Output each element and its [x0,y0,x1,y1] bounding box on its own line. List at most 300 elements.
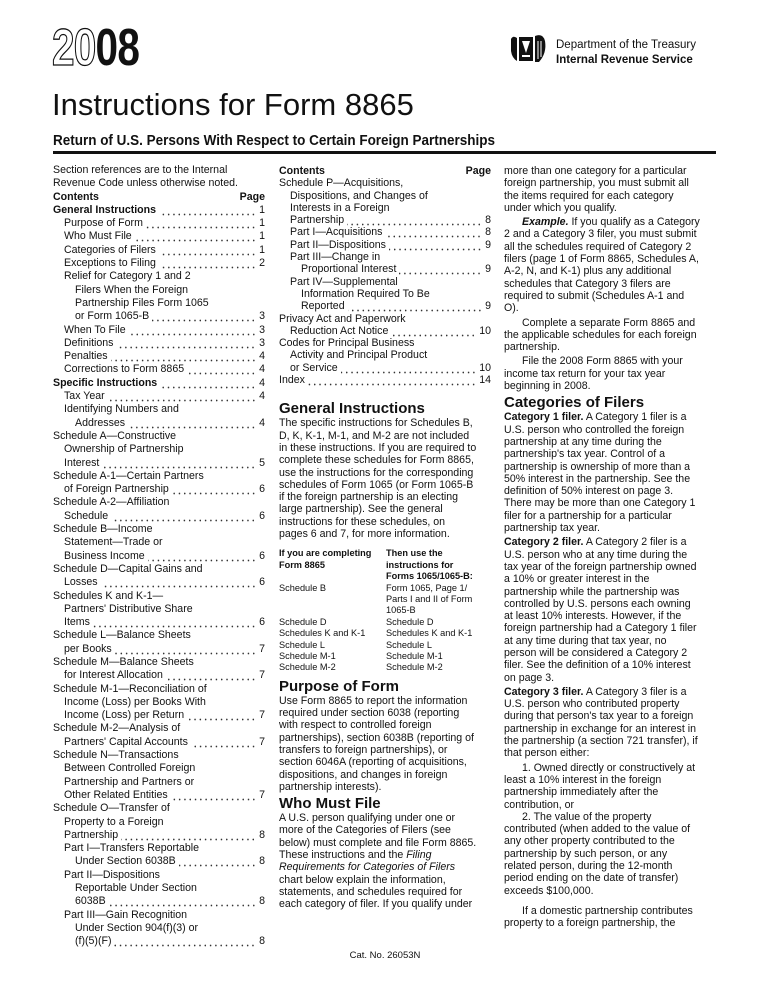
dept-line: Department of the Treasury [556,39,696,51]
cell-line: Parts I and II of Form [386,593,473,604]
toc-page-number: 6 [259,616,265,629]
dot-leader [121,829,256,842]
toc-entry[interactable] [53,563,265,590]
toc-entry[interactable] [53,909,265,949]
text-line [279,849,491,861]
toc-line [53,683,265,696]
text-line: large partnership). See the general [279,503,443,516]
text-line: 1. Owned directly or constructively at [522,761,696,774]
text-line: in these instructions. If you are required to [279,441,477,454]
text-run: Category 2 filer. [504,536,584,549]
toc-entry[interactable] [53,590,265,630]
header-line: instructions for [386,559,454,570]
toc-line [53,643,265,656]
toc-line [53,470,265,483]
text-line [504,536,716,548]
text-line [279,861,491,873]
toc-page-number: 4 [259,390,265,403]
toc-entry-title: Partnership [64,828,119,841]
toc-line [53,496,265,509]
toc-page-number: 8 [259,828,265,841]
text-line: that person either: [504,747,590,760]
toc-entry-title: Schedule P—Acquisitions, [279,177,404,190]
toc-entry[interactable] [53,683,265,723]
text-line: foreign partnership, you must submit all [504,177,689,190]
table-header-row [279,548,473,582]
toc-entry-title: Privacy Act and Paperwork [279,312,406,325]
toc-line [53,789,265,802]
toc-entry-title: Filers When the Foreign [75,283,189,296]
toc-entry-title: Partners' Capital Accounts [64,735,188,748]
page-label: Page [239,190,265,203]
toc-entry-title: Under Section 904(f)(3) or [75,921,199,934]
text-line: complete these schedules for Form 8865, [279,454,474,467]
toc-line [53,922,265,935]
toc-entry-title: Other Related Entities [64,788,168,801]
toc-entry-title: Partners' Distributive Share [64,602,193,615]
toc-entry-title: Reportable Under Section [75,882,197,895]
text-line: partnerships), section 6038B (reporting of [279,731,474,744]
irs-eagle-logo-icon [509,33,549,65]
toc-page-number: 4 [259,363,265,376]
toc-entry-title: Specific Instructions [53,376,158,389]
toc-entry-title: Schedule M-2—Analysis of [53,722,181,735]
toc-entry-title: 6038B [75,895,106,908]
dot-leader [187,709,256,722]
toc-entry-title: Activity and Principal Product [290,349,428,362]
text-run: Example. [522,216,569,229]
text-line: the items required for each category [504,189,674,202]
text-line: statements, and schedules required for [279,885,463,898]
toc-page-number: 1 [259,203,265,216]
toc-entry[interactable] [53,270,265,323]
toc-page-number: 7 [259,735,265,748]
dot-leader [111,350,257,363]
text-run: Category 3 filer. [504,685,584,698]
toc-page-number: 6 [259,549,265,562]
text-line: contribution, or [504,798,575,811]
text-run: Requirements for Categories of Filers [279,861,456,874]
toc-page-number: 1 [259,243,265,256]
dot-leader [108,390,256,403]
toc-entry[interactable] [53,377,265,390]
dot-leader [135,230,256,243]
toc-line [53,696,265,709]
catalog-number: Cat. No. 26053N [349,950,421,961]
toc-entry-title: Exceptions to Filing [64,257,156,270]
toc-entry-title: Reduction Act Notice [290,324,389,337]
cell-line: Schedule M-2 [386,662,443,673]
toc-entry-title: Part I—Transfers Reportable [64,842,200,855]
toc-entry-title: Interests in a Foreign [290,201,390,214]
toc-entry[interactable] [279,337,491,374]
text-line: required to submit (Schedules A-1 and [504,289,685,302]
dot-leader [341,362,477,374]
text-line: A U.S. person qualifying under one or [279,812,456,825]
toc-line [53,310,265,323]
table-cell-form8865: Schedules K and K-1 [279,628,366,639]
table-cell-form8865: Schedule B [279,582,326,593]
toc-entry-title: Items [64,616,90,629]
table-row [279,640,473,651]
text-line: partnership. [504,341,560,354]
toc-entry-title: Addresses [75,416,126,429]
dot-leader [159,244,256,257]
toc-line [53,736,265,749]
dot-leader [159,257,256,270]
table-cell-form1065 [386,662,473,673]
condition-item-2 [504,811,716,897]
dot-leader [172,483,256,496]
toc-entry-title: When To File [64,323,126,336]
toc-entry-title: of Foreign Partnership [64,483,169,496]
text-line: property to a foreign partnership, the [504,917,676,930]
text-line: dispositions, and changes in foreign [279,768,448,781]
toc-entry-title: Part III—Gain Recognition [64,908,188,921]
toc-line [53,536,265,549]
dot-leader [101,576,257,589]
toc-entry-title: Schedule O—Transfer of [53,802,170,815]
toc-entry-title: Definitions [64,336,114,349]
agency-line: Internal Revenue Service [556,54,693,66]
toc-line [53,457,265,470]
toc-line [53,576,265,589]
text-line: filers (page 1 of Form 8865, Schedules A, [504,253,699,266]
toc-entry-title: Schedule A-1—Certain Partners [53,469,204,482]
text-run: These instructions and the [279,849,407,862]
purpose-of-form-text [279,695,491,793]
text-line [504,686,716,698]
toc-line [53,603,265,616]
category-3-filer-text [504,686,716,760]
toc-entry-title: Codes for Principal Business [279,337,415,350]
text-run: A Category 2 filer is a [583,536,687,549]
toc-entry[interactable] [53,363,265,376]
toc-line [53,722,265,735]
categories-of-filers-heading: Categories of Filers [504,394,645,412]
toc-page-number: 5 [259,456,265,469]
toc-entry-title: (f)(5)(F) [75,935,112,948]
text-line: transfers to foreign partnerships), or [279,743,448,756]
text-run: If you qualify as a Category [568,216,700,229]
toc-entry-title: Under Section 6038B [75,855,176,868]
toc-entry[interactable] [53,244,265,257]
header-line: If you are completing [279,548,372,559]
toc-entry-title: Penalties [64,350,108,363]
text-line: each category of filer. If you qualify under [279,898,473,911]
toc-line [279,349,491,361]
toc-entry-title: Income (Loss) per Return [64,709,185,722]
table-cell-form8865: Schedule L [279,639,325,650]
text-line: File the 2008 Form 8865 with your [522,355,683,368]
text-line: at least 10% interests. However, if the [504,610,682,623]
dot-leader [116,337,256,350]
general-instructions-heading: General Instructions [279,400,425,418]
toc-line [53,363,265,376]
toc-entry-title: Partnership and Partners or [64,775,195,788]
toc-page-number: 6 [259,483,265,496]
toc-entry[interactable] [53,390,265,403]
text-line: partnership by such person, or any [504,847,668,860]
toc-entry-title: Relief for Category 1 and 2 [64,270,191,283]
toc-entry-title: Reported [301,300,345,313]
text-line: with respect to controlled foreign [279,719,432,732]
dot-leader [128,417,256,430]
year-bold: 08 [95,19,140,77]
toc-line [53,669,265,682]
text-line: under which you qualify. [504,201,617,214]
toc-line [53,390,265,403]
toc-line [53,656,265,669]
toc-entry-title: Tax Year [64,390,105,403]
table-cell-form1065 [386,583,473,617]
text-run: Filing [406,849,432,862]
toc-page-number: 3 [259,323,265,336]
table-row [279,662,473,673]
table-header-left [279,548,386,582]
cell-line: Schedules K and K-1 [386,628,473,639]
toc-entry-title: Corrections to Form 8865 [64,363,185,376]
toc-line [53,935,265,948]
general-instructions-text [279,417,491,540]
column-3 [504,165,716,932]
toc-entry[interactable] [279,239,491,251]
text-line: 50% interest in the partnership. See the [504,472,691,485]
dot-leader [171,789,256,802]
text-line: partnership at any time during the [504,435,662,448]
text-line: any other property contributed to the [504,835,675,848]
toc-entry-title: Partnership Files Form 1065 [75,296,209,309]
toc-page-number: 4 [259,416,265,429]
table-row [279,628,473,639]
text-line: Section references are to the Internal [53,164,228,176]
toc-page-number: 1 [259,230,265,243]
toc-line [53,510,265,523]
toc-entry-title: Schedules K and K-1— [53,589,164,602]
toc-page-number: 7 [259,642,265,655]
dot-leader [347,214,482,226]
year-mark [52,18,139,78]
toc-line [53,244,265,257]
dot-leader [93,616,256,629]
toc-entry[interactable] [53,217,265,230]
text-line: There may be more than one Category 1 [504,497,696,510]
text-line: on page 3. [504,671,555,684]
toc-line [53,230,265,243]
dot-leader [159,204,256,217]
toc-entry[interactable] [279,177,491,226]
toc-entry[interactable] [53,430,265,470]
toc-entry-title: Dispositions, and Changes of [290,189,428,202]
toc-entry[interactable] [53,350,265,363]
toc-entry[interactable] [53,324,265,337]
toc-entry[interactable] [53,403,265,430]
toc-entry[interactable] [53,842,265,869]
toc-line [53,550,265,563]
toc-line [53,377,265,390]
text-line: partnership's tax year. Control of a [504,448,666,461]
toc-line [279,263,491,275]
toc-line [53,590,265,603]
schedule-mapping-table [279,548,473,673]
toc-line [53,629,265,642]
cell-line: Schedule L [386,639,432,650]
toc-entry-title: Part II—Dispositions [64,868,160,881]
toc-line [53,350,265,363]
cell-line: Schedule D [386,616,434,627]
toc-line [53,895,265,908]
table-cell-form8865: Schedule D [279,616,327,627]
header-divider [53,151,716,154]
table-cell-form1065 [386,651,473,662]
text-line: contributed (when added to the value of [504,823,691,836]
toc-entry[interactable] [53,629,265,656]
toc-entry-title: Who Must File [64,230,132,243]
condition-item-1 [504,762,716,811]
toc-entry[interactable] [279,276,491,313]
toc-entry[interactable] [53,722,265,749]
example-paragraph [504,216,716,314]
toc-line [279,313,491,325]
text-line: section 6046A (reporting of acquisitions, [279,756,467,769]
purpose-of-form-heading: Purpose of Form [279,677,400,695]
toc-entry-title: Part I—Acquisitions [290,226,383,239]
toc-page-number: 9 [485,238,491,251]
text-line: tax year of the foreign partnership owned [504,560,697,573]
toc-entry-title: General Instructions [53,203,157,216]
text-run: A Category 1 filer is a [583,411,687,424]
dot-leader [179,855,256,868]
toc-entry-title: or Service [290,361,338,374]
toc-entry-title: Schedule M-1—Reconciliation of [53,682,207,695]
toc-line [279,190,491,202]
toc-line [279,214,491,226]
toc-page-number: 6 [259,576,265,589]
toc-entry[interactable] [53,230,265,243]
text-line: instructions for these schedules, on [279,515,446,528]
toc-line [53,337,265,350]
toc-entry[interactable] [53,257,265,270]
toc-entry[interactable] [279,251,491,276]
toc-entry[interactable] [279,313,491,338]
toc-entry-title: Between Controlled Foreign [64,762,196,775]
toc-entry[interactable] [53,523,265,563]
paragraph [504,165,716,214]
toc-line [53,417,265,430]
dot-leader [308,374,476,386]
toc-page-number: 14 [479,374,491,387]
toc-line [279,202,491,214]
toc-line [53,802,265,815]
dot-leader [399,263,482,275]
text-line: filer. See the definition of a 10% interest [504,659,691,672]
toc-line [53,869,265,882]
text-line: more than one category for a particular [504,165,687,177]
toc-entry-title: Statement—Trade or [64,536,163,549]
dot-leader [389,239,482,251]
dot-leader [114,935,256,948]
toc-page-number: 4 [259,376,265,389]
toc-entry[interactable] [279,226,491,238]
text-line: definition of 50% interest on page 3. [504,485,674,498]
toc-entry[interactable] [53,337,265,350]
toc-entry[interactable] [53,204,265,217]
contents-header [53,191,265,204]
text-line: 2. The value of the property [522,810,652,823]
contents-header [279,165,491,177]
toc-entry-title: Categories of Filers [64,243,156,256]
toc-entry[interactable] [53,749,265,802]
column-2 [279,165,491,913]
toc-entry[interactable] [279,374,491,386]
toc-entry-title: Proportional Interest [301,263,397,276]
toc-line [279,276,491,288]
paragraph [504,905,716,930]
toc-line [53,909,265,922]
table-cell-form1065 [386,617,473,628]
text-line: the partnership (a section 721 transfer), if [504,735,698,748]
toc-entry[interactable] [53,869,265,909]
table-cell-form8865: Schedule M-1 [279,650,336,661]
cell-line: 1065-B [386,605,416,616]
toc-line [53,297,265,310]
dot-leader [391,325,476,337]
text-line: partnership tax year. [504,522,600,535]
toc-entry[interactable] [53,470,265,497]
text-line: exceeds $100,000. [504,884,594,897]
text-line: foreign partnership had a Category 1 filer [504,622,697,635]
toc-line [53,749,265,762]
dot-leader [385,226,482,238]
toc-entry-title: per Books [64,642,112,655]
toc-line [53,816,265,829]
contents-label: Contents [279,165,325,177]
toc-entry-title: Identifying Numbers and [64,403,179,416]
toc-line [53,204,265,217]
toc-line [53,842,265,855]
toc-line [53,324,265,337]
toc-line [279,374,491,386]
table-cell-form1065 [386,640,473,651]
toc-entry[interactable] [53,496,265,523]
toc-page-number: 7 [259,788,265,801]
text-line: schedules that Category 3 filers are [504,277,671,290]
dot-leader [109,895,256,908]
toc-line [279,177,491,189]
toc-entry-title: Part II—Dispositions [290,238,386,251]
text-line: If a domestic partnership contributes [522,904,693,917]
toc-page-number: 8 [485,226,491,239]
dot-leader [152,310,256,323]
toc-entry[interactable] [53,802,265,842]
header-line: Form 8865 [279,559,325,570]
text-line: least a 10% interest in the foreign [504,773,662,786]
text-line: period ending on the date of transfer) [504,872,679,885]
toc-line [53,443,265,456]
text-run: A Category 3 filer is a [583,685,687,698]
text-line: use the instructions for the corresponding [279,466,474,479]
paragraph [504,355,716,392]
toc-entry-title: Partnership [290,214,345,227]
toc-entry[interactable] [53,656,265,683]
dot-leader [348,300,483,312]
text-line: during that person's tax year to a foreign [504,710,694,723]
toc-line [53,616,265,629]
toc-page-number: 10 [479,324,491,337]
toc-entry-title: for Interest Allocation [64,669,163,682]
toc-entry-title: Business Income [64,549,145,562]
toc-entry-title: Schedule [64,509,109,522]
